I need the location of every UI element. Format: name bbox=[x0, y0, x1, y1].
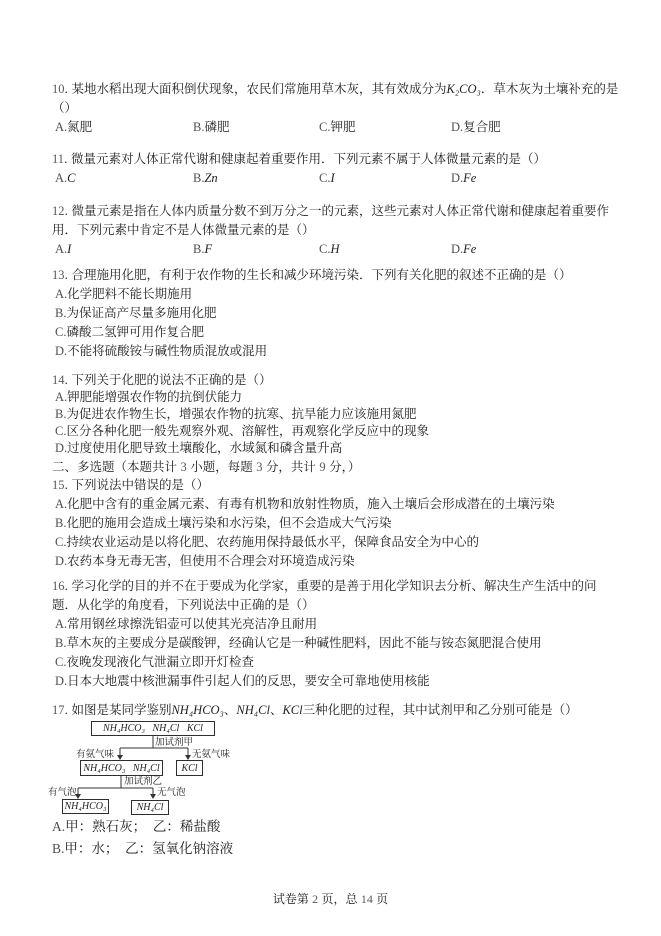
option-text: 持续农业运动是以将化肥、农药施用保持最低水平，保障食品安全为中心的 bbox=[66, 535, 479, 549]
section-header-multi-choice: 二、多选题（本题共计 3 小题，每题 3 分，共计 9 分，） bbox=[52, 460, 361, 474]
question-16 bbox=[52, 577, 656, 691]
option-letter: A. bbox=[55, 120, 68, 134]
option-text: 农药本身无毒无害，但使用不合理会对环境造成污染 bbox=[67, 554, 355, 568]
option-text: 化肥的施用会造成土壤污染和水污染，但不会造成大气污染 bbox=[66, 516, 392, 530]
flowchart-label-no-bubbles: 无气泡 bbox=[157, 787, 186, 798]
option-letter: A. bbox=[55, 287, 68, 301]
option-letter: C. bbox=[319, 242, 331, 256]
question-16-text-line-2: 题．从化学的角度看，下列说法中正确的是（） bbox=[52, 598, 315, 612]
option-text: 区分各种化肥一般先观察外观、溶解性，再观察化学反应中的现象 bbox=[66, 424, 429, 438]
option-b bbox=[52, 406, 656, 423]
option-text: 夜晚发现液化气泄漏立即开灯检查 bbox=[66, 655, 254, 669]
option-a bbox=[52, 495, 656, 514]
option-text: 草木灰的主要成分是碳酸钾，经确认它是一种碱性肥料，因此不能与铵态氮肥混合使用 bbox=[66, 636, 542, 650]
option-text: 为保证高产尽量多施用化肥 bbox=[66, 306, 217, 320]
option-a bbox=[52, 285, 656, 304]
option-text: 氮肥 bbox=[67, 120, 93, 134]
option-c bbox=[52, 423, 656, 440]
flowchart-box-kcl: KCl bbox=[176, 760, 203, 776]
question-14-text-line-1: 14. 下列关于化肥的说法不正确的是（） bbox=[52, 373, 272, 387]
option-d bbox=[52, 672, 656, 691]
option-c bbox=[319, 240, 451, 259]
option-b bbox=[52, 839, 233, 859]
option-text: F bbox=[204, 242, 213, 256]
option-text: H bbox=[330, 242, 340, 256]
question-11 bbox=[52, 150, 656, 188]
option-a bbox=[52, 615, 656, 634]
question-12-text-line-2: 用．下列元素中肯定不是人体微量元素的是（） bbox=[52, 223, 315, 237]
option-text: 为促进农作物生长，增强农作物的抗寒、抗旱能力应该施用氮肥 bbox=[66, 407, 417, 421]
question-15-text-line-1: 15. 下列说法中错误的是（） bbox=[52, 478, 209, 492]
option-c bbox=[52, 533, 656, 552]
option-letter: A. bbox=[55, 617, 68, 631]
option-text: Zn bbox=[204, 171, 218, 185]
option-letter: C. bbox=[55, 655, 67, 669]
option-b bbox=[193, 118, 319, 137]
option-text: Fe bbox=[463, 242, 477, 256]
flowchart-label-no-ammonia: 无氨气味 bbox=[192, 749, 231, 760]
question-17-text-line-1: 17. 如图是某同学鉴别NH₄HCO₃、NH₄Cl、KCl三种化肥的过程，其中试剂甲和乙分别可能是（） bbox=[52, 703, 578, 717]
option-b bbox=[193, 169, 319, 188]
question-16-text-line-1: 16. 学习化学的目的并不在于要成为化学家，重要的是善于用化学知识去分析、解决生产生活中的问 bbox=[52, 579, 597, 593]
option-c bbox=[319, 169, 451, 188]
option-letter: B. bbox=[193, 171, 205, 185]
option-a bbox=[52, 389, 656, 406]
option-letter: A. bbox=[55, 171, 68, 185]
question-11-text-line-1: 11. 微量元素对人体正常代谢和健康起着重要作用．下列元素不属于人体微量元素的是（） bbox=[52, 152, 546, 166]
flowchart-label-reagent-yi: 加试剂乙 bbox=[124, 776, 163, 787]
option-letter: B. bbox=[193, 120, 205, 134]
option-letter: B. bbox=[55, 306, 67, 320]
option-letter: C. bbox=[55, 535, 67, 549]
option-a bbox=[55, 240, 193, 259]
option-c bbox=[52, 653, 656, 672]
option-text: 磷肥 bbox=[204, 120, 230, 134]
option-letter: A. bbox=[55, 390, 68, 404]
option-text: 甲：水； 乙：氢氧化钠溶液 bbox=[64, 841, 234, 856]
option-text: 常用钢丝球擦洗铝壶可以使其光亮洁净且耐用 bbox=[67, 617, 318, 631]
option-letter: D. bbox=[55, 441, 68, 455]
option-text: 甲：熟石灰； 乙：稀盐酸 bbox=[65, 819, 221, 834]
option-d bbox=[451, 240, 476, 259]
question-11-options bbox=[52, 169, 656, 188]
option-letter: D. bbox=[451, 120, 464, 134]
option-a bbox=[55, 118, 193, 137]
option-letter: C. bbox=[319, 171, 331, 185]
option-text: 复合肥 bbox=[463, 120, 501, 134]
option-a bbox=[55, 169, 193, 188]
flowchart-label-reagent-jia: 加试剂甲 bbox=[155, 737, 194, 748]
option-text: 过度使用化肥导致土壤酸化，水域氮和磷含量升高 bbox=[67, 441, 343, 455]
option-letter: A. bbox=[55, 497, 68, 511]
option-a bbox=[52, 817, 220, 837]
option-letter: B. bbox=[55, 516, 67, 530]
option-letter: D. bbox=[451, 242, 464, 256]
option-letter: B. bbox=[55, 636, 67, 650]
option-text: 钾肥能增强农作物的抗倒伏能力 bbox=[67, 390, 243, 404]
question-12 bbox=[52, 202, 656, 259]
option-letter: C. bbox=[319, 120, 331, 134]
option-text: 磷酸二氢钾可用作复合肥 bbox=[66, 325, 204, 339]
option-text: 日本大地震中核泄漏事件引起人们的反思，要安全可靠地使用核能 bbox=[67, 674, 430, 688]
flowchart-label-bubbles: 有气泡 bbox=[48, 787, 77, 798]
option-letter: B. bbox=[193, 242, 205, 256]
option-b bbox=[52, 514, 656, 533]
question-14 bbox=[52, 372, 656, 457]
option-text: 化肥中含有的重金属元素、有毒有机物和放射性物质，施入土壤后会形成潜在的土壤污染 bbox=[67, 497, 555, 511]
option-text: 化学肥料不能长期施用 bbox=[67, 287, 193, 301]
option-letter: C. bbox=[55, 424, 67, 438]
option-d bbox=[451, 118, 501, 137]
option-b bbox=[193, 240, 319, 259]
question-13 bbox=[52, 266, 656, 361]
question-10 bbox=[52, 80, 656, 137]
option-c bbox=[52, 323, 656, 342]
option-text: I bbox=[67, 242, 72, 256]
option-letter: D. bbox=[55, 344, 68, 358]
identification-flowchart bbox=[45, 715, 257, 821]
question-10-options bbox=[52, 118, 656, 137]
option-letter: B. bbox=[52, 841, 65, 856]
option-text: I bbox=[330, 171, 335, 185]
page-footer: 试卷第 2 页，总 14 页 bbox=[272, 892, 389, 906]
option-text: Fe bbox=[463, 171, 477, 185]
option-d bbox=[52, 552, 656, 571]
question-13-text-line-1: 13. 合理施用化肥，有利于农作物的生长和减少环境污染．下列有关化肥的叙述不正确的是（） bbox=[52, 268, 572, 282]
option-letter: B. bbox=[55, 407, 67, 421]
flowchart-box-samples: NH₄HCO₃ NH₄Cl KCl bbox=[91, 721, 215, 736]
option-letter: A. bbox=[52, 819, 66, 834]
question-10-text-line-2: （） bbox=[52, 101, 78, 115]
option-b bbox=[52, 634, 656, 653]
option-b bbox=[52, 304, 656, 323]
option-letter: D. bbox=[451, 171, 464, 185]
question-15 bbox=[52, 476, 656, 571]
option-letter: C. bbox=[55, 325, 67, 339]
option-letter: A. bbox=[55, 242, 68, 256]
flowchart-box-ammonium-pair: NH₄HCO₃ NH₄Cl bbox=[80, 760, 163, 776]
option-letter: D. bbox=[55, 674, 68, 688]
flowchart-box-nh4hco3: NH₄HCO₃ bbox=[62, 799, 109, 814]
flowchart-label-ammonia-smell: 有氨气味 bbox=[76, 749, 115, 760]
option-text: 钾肥 bbox=[330, 120, 356, 134]
question-10-text-line-1: 10. 某地水稻出现大面积倒伏现象，农民们常施用草木灰，其有效成分为K₂CO₃．草木灰为土壤补充的是 bbox=[52, 82, 619, 96]
question-12-options bbox=[52, 240, 656, 259]
option-text: C bbox=[67, 171, 76, 185]
option-letter: D. bbox=[55, 554, 68, 568]
option-c bbox=[319, 118, 451, 137]
flowchart-box-nh4cl: NH₄Cl bbox=[131, 800, 169, 815]
question-12-text-line-1: 12. 微量元素是指在人体内质量分数不到万分之一的元素，这些元素对人体正常代谢和健康起着重要作 bbox=[52, 204, 609, 218]
option-text: 不能将硫酸铵与碱性物质混放或混用 bbox=[67, 344, 268, 358]
option-d bbox=[451, 169, 476, 188]
option-d bbox=[52, 342, 656, 361]
option-d bbox=[52, 440, 656, 457]
